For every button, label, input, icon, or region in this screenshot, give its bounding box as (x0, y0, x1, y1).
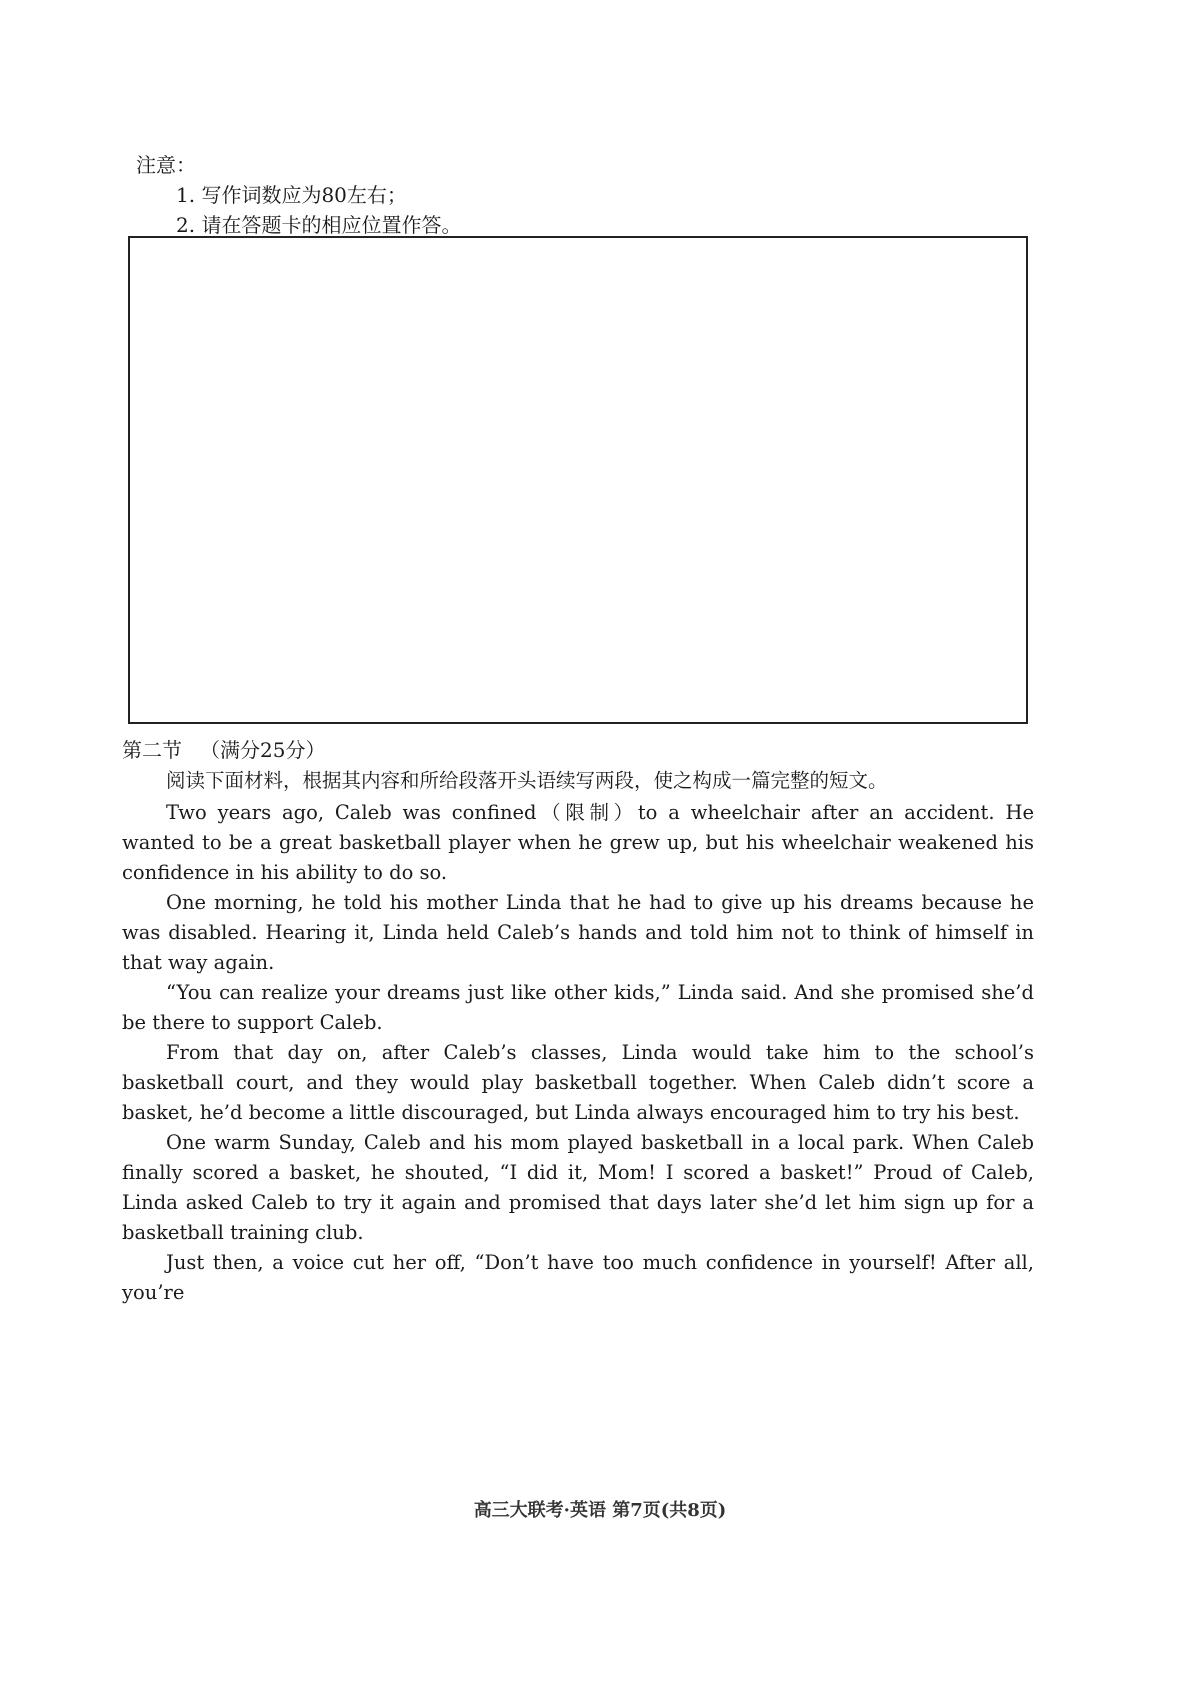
writing-notes (136, 150, 461, 240)
notes-title: 注意： (136, 153, 196, 177)
reading-passage (122, 766, 1034, 1308)
passage-paragraph: Just then, a voice cut her off, “Don’t have too much confidence in yourself! After all, you’re (122, 1251, 1034, 1304)
note-item-word-count: 1. 写作词数应为80左右； (176, 183, 407, 207)
passage-paragraph: One warm Sunday, Caleb and his mom played basketball in a local park. When Caleb finally scored a basket, he shouted, “I did it, Mom! I scored a basket!” Proud of Caleb, Linda asked Caleb to try it again and promised that days later she’d let him sign up for a basketball training club. (122, 1131, 1034, 1244)
section-heading (122, 736, 325, 764)
passage-paragraph: From that day on, after Caleb’s classes, Linda would take him to the school’s basketball court, and they would play basketball together. When Caleb didn’t score a basket, he’d become a little discouraged, but Linda always encouraged him to try his best. (122, 1041, 1034, 1124)
passage-paragraph: “You can realize your dreams just like other kids,” Linda said. And she promised she’d be there to support Caleb. (122, 981, 1034, 1034)
passage-paragraph: Two years ago, Caleb was confined（限制）to a wheelchair after an accident. He wanted to be a great basketball player when he grew up, but his wheelchair weakened his confidence in his ability to do so. (122, 801, 1034, 884)
page-footer: 高三大联考·英语 第7页(共8页) (473, 1500, 727, 1521)
task-instruction: 阅读下面材料，根据其内容和所给段落开头语续写两段，使之构成一篇完整的短文。 (166, 769, 888, 792)
section-title: 第二节 (122, 738, 182, 762)
passage-paragraph: One morning, he told his mother Linda that he had to give up his dreams because he was disabled. Hearing it, Linda held Caleb’s hands and told him not to think of himself in that way again. (122, 891, 1034, 974)
note-item-answer-location: 2. 请在答题卡的相应位置作答。 (176, 213, 462, 237)
answer-writing-box (128, 236, 1028, 724)
section-score: （满分25分） (200, 738, 326, 762)
